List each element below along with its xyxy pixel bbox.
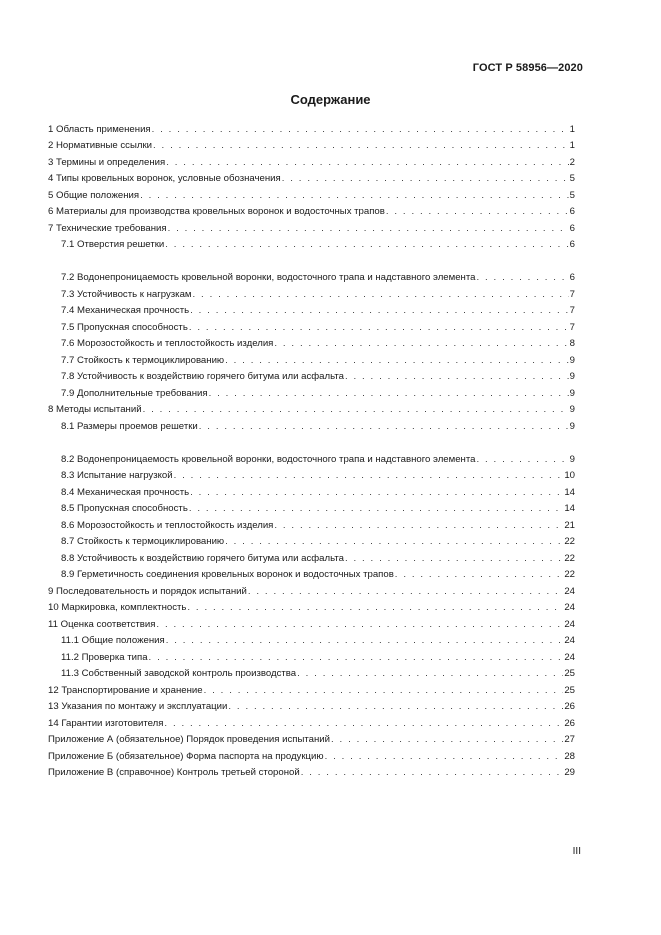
dot-leader [166, 157, 568, 168]
toc-entry-label: 7.7 Стойкость к термоциклированию [61, 354, 225, 366]
toc-entry-label: 8 Методы испытаний [48, 404, 142, 415]
toc-entry-page: 9 [569, 387, 575, 399]
toc-entry[interactable] [48, 646, 575, 663]
toc-entry-page: 9 [569, 404, 575, 415]
toc-entry[interactable] [48, 283, 575, 300]
dot-leader [282, 173, 569, 184]
dot-leader [274, 520, 563, 531]
toc-entry-label: 7.4 Механическая прочность [61, 305, 190, 316]
page-number: III [572, 846, 581, 857]
toc-entry-label: 8.2 Водонепроницаемость кровельной воронки, водосточного трапа и надставного элемента [61, 453, 476, 465]
toc-entry-label: 7.3 Устойчивость к нагрузкам [61, 288, 192, 300]
toc-entry[interactable] [48, 366, 575, 383]
dot-leader [174, 470, 564, 481]
dot-leader [190, 305, 569, 316]
dot-leader [193, 289, 569, 300]
toc-entry[interactable] [48, 201, 575, 218]
dot-leader [153, 140, 569, 151]
dot-leader [225, 536, 563, 547]
toc-entry-page: 1 [569, 123, 575, 135]
toc-entry-label: Приложение Б (обязательное) Форма паспорта на продукцию [48, 750, 324, 762]
toc-entry-label: 8.3 Испытание нагрузкой [61, 470, 173, 481]
toc-entry[interactable] [48, 762, 575, 779]
toc-entry-label: 8.7 Стойкость к термоциклированию [61, 536, 225, 547]
toc-entry-page: 28 [564, 750, 575, 762]
toc-entry[interactable] [48, 712, 575, 729]
dot-leader [476, 454, 568, 465]
toc-entry-page: 24 [564, 585, 575, 597]
dot-leader [225, 355, 569, 366]
toc-entry[interactable] [48, 745, 575, 762]
toc-entry-label: 10 Маркировка, комплектность [48, 602, 187, 613]
dot-leader [274, 338, 568, 349]
toc-entry-label: 7.5 Пропускная способность [61, 321, 188, 333]
dot-leader [149, 652, 564, 663]
toc-entry-page: 25 [564, 684, 575, 696]
toc-entry-label: 11 Оценка соответствия [48, 618, 156, 630]
toc-entry-label: 13 Указания по монтажу и эксплуатации [48, 701, 228, 712]
dot-leader [476, 272, 568, 283]
table-of-contents [48, 118, 575, 778]
toc-entry[interactable] [48, 432, 575, 465]
toc-entry[interactable] [48, 547, 575, 564]
toc-entry[interactable] [48, 481, 575, 498]
dot-leader [189, 322, 569, 333]
toc-entry-label: 6 Материалы для производства кровельных воронок и водосточных трапов [48, 206, 385, 217]
toc-entry-page: 7 [569, 321, 575, 333]
toc-entry[interactable] [48, 168, 575, 185]
toc-entry[interactable] [48, 333, 575, 350]
toc-entry-page: 14 [564, 503, 575, 514]
toc-entry[interactable] [48, 184, 575, 201]
toc-entry-page: 9 [569, 354, 575, 366]
dot-leader [166, 635, 564, 646]
dot-leader [189, 503, 564, 514]
dot-leader [395, 569, 564, 580]
dot-leader [190, 487, 563, 498]
toc-entry-page: 26 [564, 701, 575, 712]
dot-leader [301, 767, 564, 778]
dot-leader [228, 701, 563, 712]
toc-entry-label: 8.4 Механическая прочность [61, 486, 190, 498]
toc-entry[interactable] [48, 415, 575, 432]
toc-entry[interactable] [48, 316, 575, 333]
toc-entry-label: 7.8 Устойчивость к воздействию горячего битума или асфальта [61, 371, 344, 382]
toc-entry[interactable] [48, 498, 575, 515]
toc-entry[interactable] [48, 630, 575, 647]
toc-entry-label: 7 Технические требования [48, 222, 167, 234]
toc-entry[interactable] [48, 597, 575, 614]
dot-leader [325, 751, 564, 762]
dot-leader [168, 223, 569, 234]
toc-entry-page: 8 [569, 338, 575, 349]
toc-entry-page: 25 [564, 668, 575, 679]
toc-entry-label: 8.8 Устойчивость к воздействию горячего битума или асфальта [61, 552, 344, 564]
toc-entry-page: 22 [564, 552, 575, 564]
toc-entry-page: 6 [569, 239, 575, 250]
toc-entry-label: 3 Термины и определения [48, 156, 166, 168]
dot-leader [143, 404, 569, 415]
dot-leader [204, 685, 564, 696]
toc-entry[interactable] [48, 580, 575, 597]
toc-entry-label: 9 Последовательность и порядок испытаний [48, 585, 247, 597]
dot-leader [345, 371, 569, 382]
toc-entry-page: 6 [569, 272, 575, 283]
toc-entry-label: 7.1 Отверстия решетки [61, 239, 165, 250]
toc-entry-page: 6 [569, 206, 575, 217]
toc-entry-page: 1 [569, 140, 575, 151]
toc-entry[interactable] [48, 135, 575, 152]
standard-number: ГОСТ Р 58956—2020 [472, 62, 583, 74]
toc-entry-page: 24 [564, 635, 575, 646]
toc-entry-page: 7 [569, 288, 575, 300]
toc-entry[interactable] [48, 118, 575, 135]
toc-entry-label: 4 Типы кровельных воронок, условные обозначения [48, 173, 281, 184]
toc-entry[interactable] [48, 300, 575, 317]
toc-entry-page: 2 [569, 156, 575, 168]
toc-entry[interactable] [48, 234, 575, 251]
toc-entry[interactable] [48, 729, 575, 746]
toc-entry-label: Приложение В (справочное) Контроль третьей стороной [48, 767, 300, 778]
dot-leader [297, 668, 563, 679]
dot-leader [199, 421, 569, 432]
toc-entry-label: 7.2 Водонепроницаемость кровельной воронки, водосточного трапа и надставного элемента [61, 272, 476, 283]
dot-leader [209, 388, 569, 399]
dot-leader [164, 718, 563, 729]
toc-entry-page: 9 [569, 453, 575, 465]
toc-entry[interactable] [48, 151, 575, 168]
toc-entry[interactable] [48, 663, 575, 680]
toc-entry-page: 6 [569, 222, 575, 234]
toc-entry[interactable] [48, 250, 575, 283]
toc-entry-label: 12 Транспортирование и хранение [48, 684, 203, 696]
toc-entry[interactable] [48, 217, 575, 234]
dot-leader [165, 239, 568, 250]
toc-entry[interactable] [48, 696, 575, 713]
toc-entry-page: 26 [564, 717, 575, 729]
toc-entry[interactable] [48, 514, 575, 531]
dot-leader [187, 602, 563, 613]
toc-entry-page: 24 [564, 602, 575, 613]
toc-entry-page: 7 [569, 305, 575, 316]
toc-entry-page: 9 [569, 371, 575, 382]
toc-entry-label: 8.5 Пропускная способность [61, 503, 188, 514]
toc-entry-label: 5 Общие положения [48, 189, 140, 201]
toc-entry-page: 14 [564, 486, 575, 498]
dot-leader [156, 619, 563, 630]
toc-entry[interactable] [48, 679, 575, 696]
toc-title: Содержание [290, 92, 371, 107]
toc-entry-page: 24 [564, 651, 575, 663]
toc-entry-label: 1 Область применения [48, 123, 151, 135]
toc-entry-label: 7.9 Дополнительные требования [61, 387, 208, 399]
toc-entry-page: 22 [564, 536, 575, 547]
toc-entry-label: 14 Гарантии изготовителя [48, 717, 164, 729]
toc-entry[interactable] [48, 399, 575, 416]
toc-entry[interactable] [48, 531, 575, 548]
toc-entry-page: 22 [564, 569, 575, 580]
dot-leader [331, 734, 563, 745]
toc-entry-page: 21 [564, 519, 575, 531]
toc-entry[interactable] [48, 564, 575, 581]
dot-leader [152, 124, 569, 135]
toc-entry[interactable] [48, 613, 575, 630]
dot-leader [140, 190, 569, 201]
toc-entry-page: 9 [569, 420, 575, 432]
toc-entry-page: 5 [569, 173, 575, 184]
dot-leader [248, 586, 563, 597]
toc-entry[interactable] [48, 349, 575, 366]
toc-entry[interactable] [48, 465, 575, 482]
dot-leader [386, 206, 569, 217]
toc-entry-page: 24 [564, 618, 575, 630]
dot-leader [345, 553, 563, 564]
toc-entry-label: 11.3 Собственный заводской контроль производства [61, 668, 297, 679]
toc-entry-page: 5 [569, 189, 575, 201]
toc-entry-page: 29 [564, 767, 575, 778]
toc-entry-page: 10 [564, 470, 575, 481]
toc-entry-label: 8.1 Размеры проемов решетки [61, 420, 198, 432]
toc-entry-page: 27 [564, 734, 575, 745]
toc-entry-label: 11.1 Общие положения [61, 635, 165, 646]
toc-entry-label: 8.9 Герметичность соединения кровельных воронок и водосточных трапов [61, 569, 394, 580]
toc-entry-label: 8.6 Морозостойкость и теплостойкость изделия [61, 519, 274, 531]
toc-entry[interactable] [48, 382, 575, 399]
toc-entry-label: 11.2 Проверка типа [61, 651, 148, 663]
toc-entry-label: 7.6 Морозостойкость и теплостойкость изделия [61, 338, 274, 349]
toc-entry-label: 2 Нормативные ссылки [48, 140, 153, 151]
toc-entry-label: Приложение А (обязательное) Порядок проведения испытаний [48, 734, 331, 745]
